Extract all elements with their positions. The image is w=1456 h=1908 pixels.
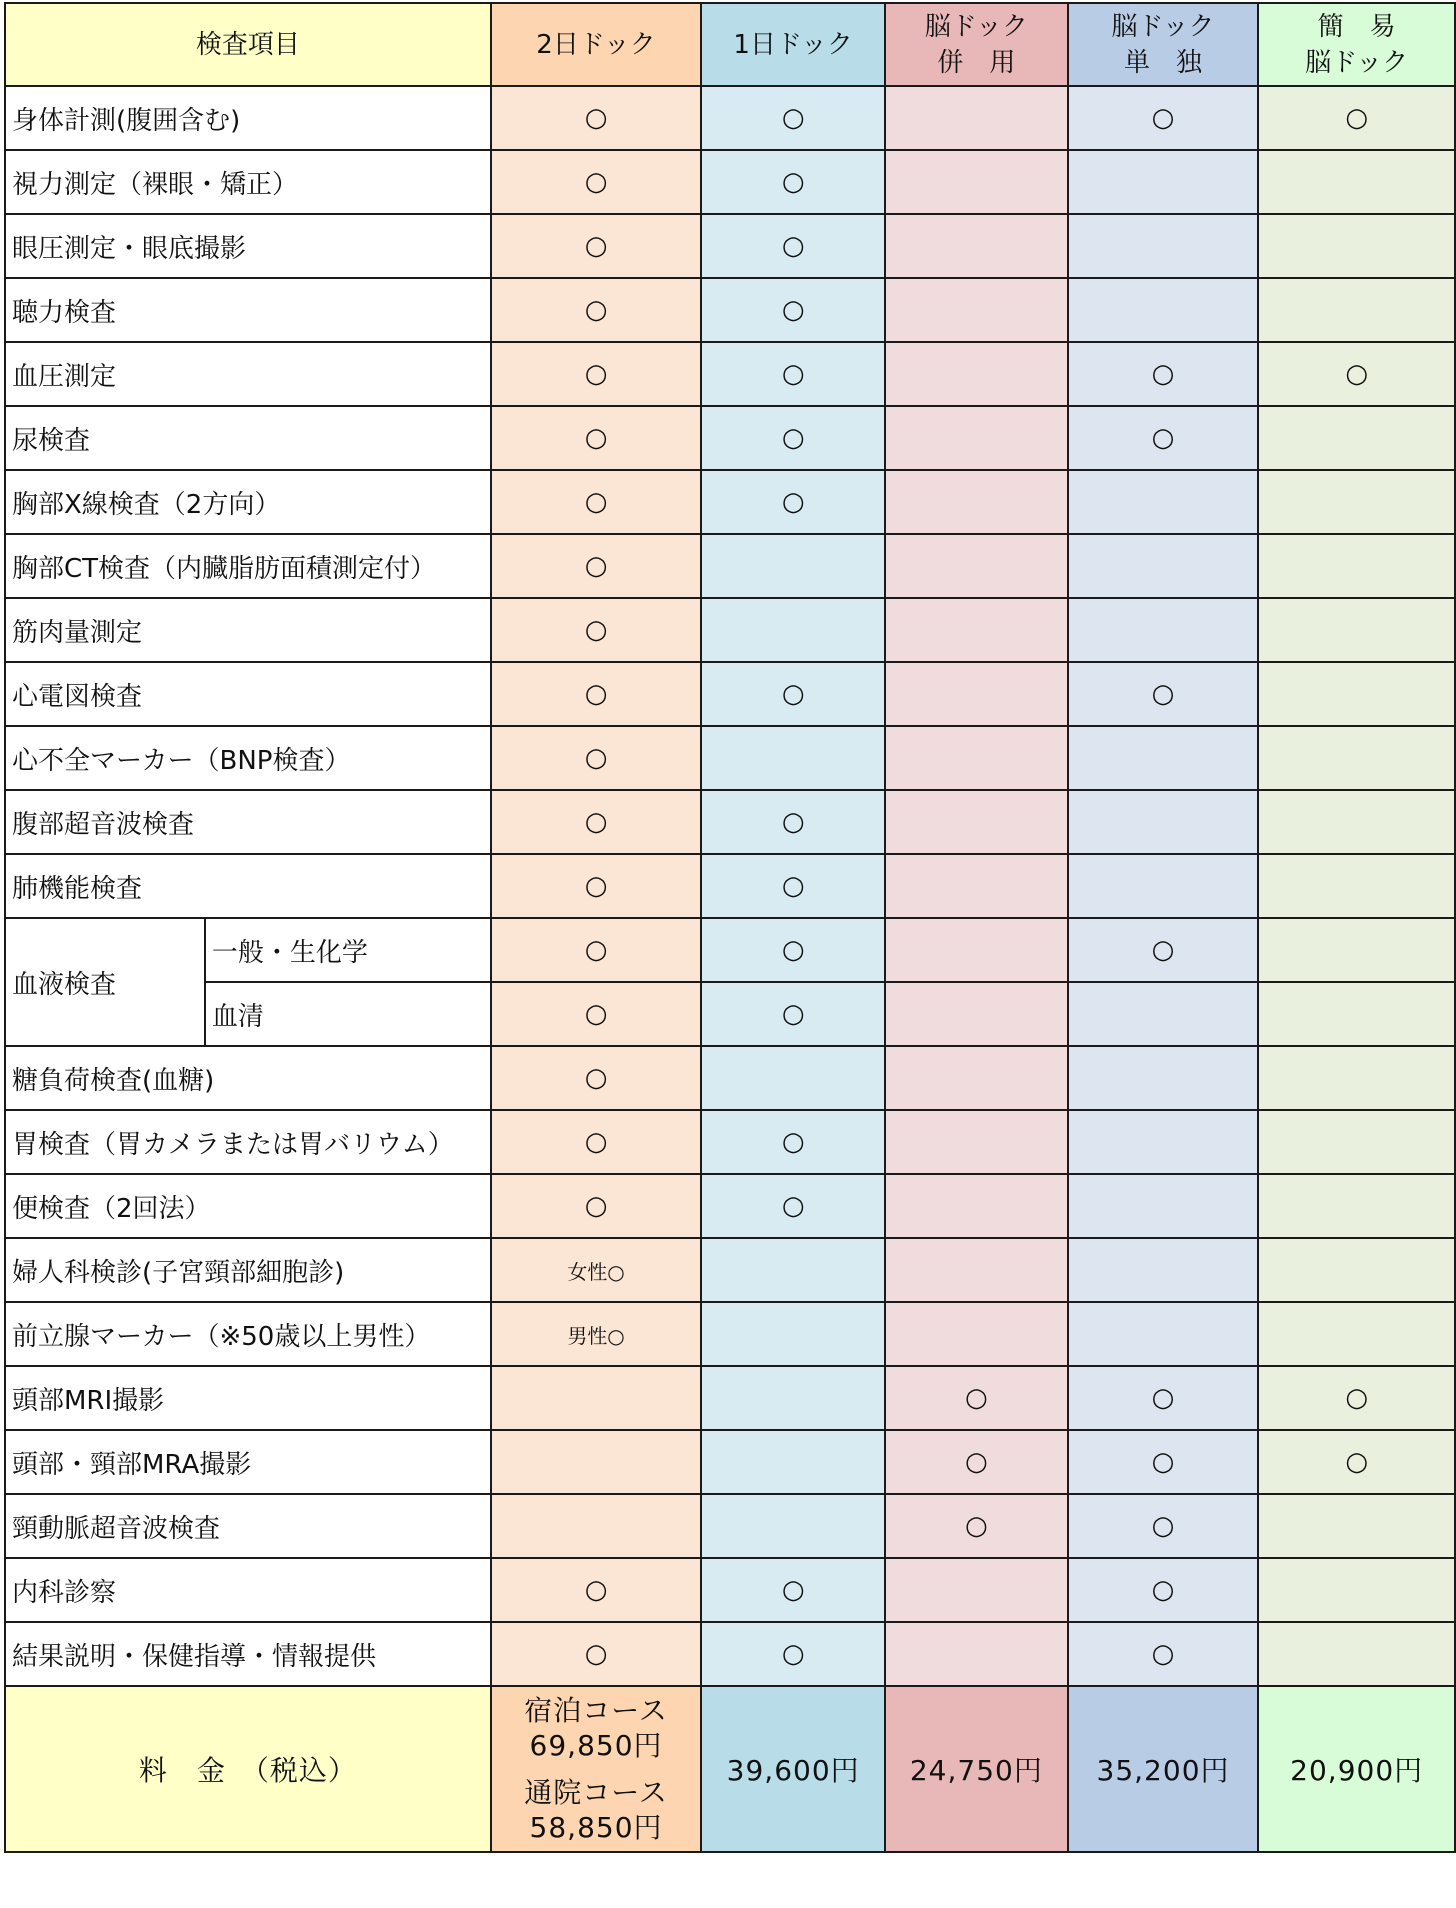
table-row	[5, 1430, 1455, 1494]
mark-two-day: ○	[491, 598, 702, 662]
mark-brain-combined	[885, 534, 1068, 598]
exam-course-table	[4, 2, 1456, 1853]
table-row	[5, 598, 1455, 662]
mark-one-day: ○	[701, 1110, 885, 1174]
mark-two-day: ○	[491, 1622, 702, 1686]
exam-item-label: 前立腺マーカー（※50歳以上男性）	[5, 1302, 491, 1366]
table-row	[5, 918, 1455, 982]
mark-two-day: ○	[491, 662, 702, 726]
mark-two-day: ○	[491, 1110, 702, 1174]
fee-two-day	[491, 1686, 702, 1852]
mark-brain-combined: ○	[885, 1430, 1068, 1494]
mark-one-day: ○	[701, 406, 885, 470]
mark-brain-single	[1068, 150, 1259, 214]
header-brain-combined	[885, 3, 1068, 86]
header-brain-single-line2: 単 独	[1124, 47, 1203, 78]
header-brain-single	[1068, 3, 1259, 86]
mark-simple-brain	[1258, 918, 1455, 982]
mark-brain-single	[1068, 982, 1259, 1046]
table-row	[5, 1174, 1455, 1238]
table-row	[5, 278, 1455, 342]
table-row	[5, 1622, 1455, 1686]
exam-item-label: 腹部超音波検査	[5, 790, 491, 854]
mark-brain-single: ○	[1068, 406, 1259, 470]
mark-brain-combined	[885, 726, 1068, 790]
mark-two-day: 女性○	[491, 1238, 702, 1302]
mark-brain-combined	[885, 1302, 1068, 1366]
exam-item-label: 頸動脈超音波検査	[5, 1494, 491, 1558]
mark-simple-brain	[1258, 1174, 1455, 1238]
mark-brain-combined	[885, 982, 1068, 1046]
fee-label-text: 料 金 （税込）	[138, 1754, 357, 1787]
mark-one-day	[701, 1302, 885, 1366]
mark-simple-brain	[1258, 1046, 1455, 1110]
mark-brain-single: ○	[1068, 1430, 1259, 1494]
blood-test-sub-label: 血清	[205, 982, 491, 1046]
fee-stay-course-label: 宿泊コース	[524, 1694, 668, 1727]
mark-brain-combined: ○	[885, 1494, 1068, 1558]
table-row	[5, 1302, 1455, 1366]
mark-simple-brain	[1258, 1558, 1455, 1622]
mark-two-day	[491, 1430, 702, 1494]
mark-simple-brain: ○	[1258, 342, 1455, 406]
mark-brain-single	[1068, 1302, 1259, 1366]
mark-brain-single: ○	[1068, 1558, 1259, 1622]
mark-simple-brain	[1258, 854, 1455, 918]
table-row	[5, 150, 1455, 214]
fee-simple-brain-price: 20,900円	[1290, 1754, 1424, 1787]
mark-two-day: ○	[491, 406, 702, 470]
mark-brain-single	[1068, 790, 1259, 854]
mark-brain-single	[1068, 214, 1259, 278]
mark-brain-combined: ○	[885, 1366, 1068, 1430]
mark-one-day: ○	[701, 854, 885, 918]
fee-one-day	[701, 1686, 885, 1852]
mark-simple-brain	[1258, 598, 1455, 662]
fee-outpatient-course-price: 58,850円	[529, 1811, 663, 1844]
mark-brain-combined	[885, 470, 1068, 534]
mark-brain-single: ○	[1068, 662, 1259, 726]
mark-two-day: ○	[491, 790, 702, 854]
mark-simple-brain	[1258, 790, 1455, 854]
mark-brain-single: ○	[1068, 86, 1259, 150]
mark-one-day	[701, 1366, 885, 1430]
mark-two-day: 男性○	[491, 1302, 702, 1366]
mark-one-day	[701, 598, 885, 662]
mark-brain-single: ○	[1068, 342, 1259, 406]
mark-simple-brain	[1258, 1494, 1455, 1558]
mark-one-day: ○	[701, 342, 885, 406]
mark-one-day: ○	[701, 982, 885, 1046]
mark-two-day: ○	[491, 214, 702, 278]
mark-two-day: ○	[491, 1174, 702, 1238]
table-row	[5, 86, 1455, 150]
mark-two-day: ○	[491, 726, 702, 790]
mark-one-day: ○	[701, 150, 885, 214]
exam-item-label: 眼圧測定・眼底撮影	[5, 214, 491, 278]
mark-simple-brain: ○	[1258, 1430, 1455, 1494]
mark-simple-brain: ○	[1258, 1366, 1455, 1430]
mark-brain-single	[1068, 854, 1259, 918]
mark-one-day	[701, 1430, 885, 1494]
mark-brain-combined	[885, 406, 1068, 470]
mark-brain-single: ○	[1068, 1366, 1259, 1430]
exam-item-label: 尿検査	[5, 406, 491, 470]
mark-one-day	[701, 534, 885, 598]
mark-brain-combined	[885, 86, 1068, 150]
mark-simple-brain	[1258, 150, 1455, 214]
table-row	[5, 790, 1455, 854]
mark-one-day: ○	[701, 1174, 885, 1238]
mark-one-day: ○	[701, 1622, 885, 1686]
header-simple-brain	[1258, 3, 1455, 86]
exam-item-label: 胸部CT検査（内臓脂肪面積測定付）	[5, 534, 491, 598]
fee-brain-combined	[885, 1686, 1068, 1852]
mark-brain-single	[1068, 598, 1259, 662]
mark-simple-brain	[1258, 1110, 1455, 1174]
exam-item-label: 内科診察	[5, 1558, 491, 1622]
table-row	[5, 854, 1455, 918]
mark-brain-single	[1068, 726, 1259, 790]
mark-brain-combined	[885, 854, 1068, 918]
mark-one-day: ○	[701, 790, 885, 854]
fee-label	[5, 1686, 491, 1852]
table-row	[5, 982, 1455, 1046]
mark-one-day: ○	[701, 214, 885, 278]
exam-item-label: 便検査（2回法）	[5, 1174, 491, 1238]
exam-item-label: 胃検査（胃カメラまたは胃バリウム）	[5, 1110, 491, 1174]
exam-item-label: 身体計測(腹囲含む)	[5, 86, 491, 150]
mark-one-day	[701, 726, 885, 790]
mark-brain-combined	[885, 1046, 1068, 1110]
exam-item-label: 血圧測定	[5, 342, 491, 406]
mark-two-day: ○	[491, 534, 702, 598]
mark-two-day: ○	[491, 278, 702, 342]
mark-one-day: ○	[701, 918, 885, 982]
table-row	[5, 1558, 1455, 1622]
mark-simple-brain	[1258, 726, 1455, 790]
exam-item-label: 糖負荷検査(血糖)	[5, 1046, 491, 1110]
mark-brain-single: ○	[1068, 918, 1259, 982]
header-one-day	[701, 3, 885, 86]
mark-brain-single	[1068, 470, 1259, 534]
header-row	[5, 3, 1455, 86]
blood-test-group-label: 血液検査	[5, 918, 205, 1046]
mark-brain-single	[1068, 1110, 1259, 1174]
header-two-day-label: 2日ドック	[536, 29, 656, 60]
header-brain-combined-line2: 併 用	[937, 47, 1016, 78]
header-simple-brain-line2: 脳ドック	[1305, 47, 1409, 78]
table-row	[5, 726, 1455, 790]
mark-one-day	[701, 1046, 885, 1110]
exam-item-label: 筋肉量測定	[5, 598, 491, 662]
header-brain-combined-line1: 脳ドック	[924, 11, 1028, 42]
mark-two-day: ○	[491, 150, 702, 214]
mark-two-day: ○	[491, 86, 702, 150]
mark-brain-combined	[885, 278, 1068, 342]
mark-simple-brain	[1258, 982, 1455, 1046]
mark-simple-brain	[1258, 1238, 1455, 1302]
fee-simple-brain	[1258, 1686, 1455, 1852]
mark-one-day: ○	[701, 662, 885, 726]
mark-two-day	[491, 1494, 702, 1558]
mark-one-day: ○	[701, 470, 885, 534]
mark-brain-combined	[885, 1558, 1068, 1622]
mark-brain-single	[1068, 534, 1259, 598]
exam-item-label: 婦人科検診(子宮頸部細胞診)	[5, 1238, 491, 1302]
exam-item-label: 結果説明・保健指導・情報提供	[5, 1622, 491, 1686]
mark-brain-single	[1068, 1046, 1259, 1110]
fee-outpatient-course-label: 通院コース	[524, 1776, 668, 1809]
exam-item-label: 心電図検査	[5, 662, 491, 726]
mark-brain-combined	[885, 1174, 1068, 1238]
table-row	[5, 1366, 1455, 1430]
fee-row	[5, 1686, 1455, 1852]
mark-brain-combined	[885, 790, 1068, 854]
mark-brain-single	[1068, 1174, 1259, 1238]
header-one-day-label: 1日ドック	[733, 29, 853, 60]
mark-brain-combined	[885, 150, 1068, 214]
table-row	[5, 470, 1455, 534]
exam-item-label: 頭部MRI撮影	[5, 1366, 491, 1430]
table-row	[5, 1494, 1455, 1558]
mark-simple-brain	[1258, 470, 1455, 534]
mark-one-day: ○	[701, 1558, 885, 1622]
mark-two-day: ○	[491, 342, 702, 406]
blood-test-sub-label: 一般・生化学	[205, 918, 491, 982]
mark-simple-brain	[1258, 406, 1455, 470]
mark-brain-combined	[885, 342, 1068, 406]
mark-brain-combined	[885, 1110, 1068, 1174]
mark-simple-brain	[1258, 1302, 1455, 1366]
mark-simple-brain	[1258, 662, 1455, 726]
mark-two-day: ○	[491, 1558, 702, 1622]
mark-simple-brain	[1258, 278, 1455, 342]
table-row	[5, 1238, 1455, 1302]
mark-two-day: ○	[491, 854, 702, 918]
table-row	[5, 406, 1455, 470]
header-item-label: 検査項目	[195, 29, 300, 60]
mark-simple-brain	[1258, 1622, 1455, 1686]
fee-brain-single-price: 35,200円	[1096, 1754, 1230, 1787]
table-row	[5, 214, 1455, 278]
table-row	[5, 1110, 1455, 1174]
mark-one-day	[701, 1238, 885, 1302]
mark-one-day: ○	[701, 278, 885, 342]
mark-one-day	[701, 1494, 885, 1558]
mark-simple-brain	[1258, 214, 1455, 278]
header-two-day	[491, 3, 702, 86]
mark-two-day	[491, 1366, 702, 1430]
mark-brain-combined	[885, 598, 1068, 662]
mark-brain-single: ○	[1068, 1494, 1259, 1558]
fee-brain-combined-price: 24,750円	[909, 1754, 1043, 1787]
mark-brain-single	[1068, 278, 1259, 342]
header-simple-brain-line1: 簡 易	[1317, 11, 1396, 42]
mark-one-day: ○	[701, 86, 885, 150]
exam-item-label: 心不全マーカー（BNP検査）	[5, 726, 491, 790]
mark-brain-combined	[885, 662, 1068, 726]
mark-simple-brain	[1258, 534, 1455, 598]
exam-item-label: 胸部X線検査（2方向）	[5, 470, 491, 534]
mark-brain-combined	[885, 918, 1068, 982]
table-row	[5, 662, 1455, 726]
table-row	[5, 534, 1455, 598]
header-brain-single-line1: 脳ドック	[1111, 11, 1215, 42]
mark-brain-single	[1068, 1238, 1259, 1302]
mark-two-day: ○	[491, 470, 702, 534]
table-row	[5, 342, 1455, 406]
fee-brain-single	[1068, 1686, 1259, 1852]
header-item	[5, 3, 491, 86]
mark-two-day: ○	[491, 1046, 702, 1110]
fee-one-day-price: 39,600円	[726, 1754, 860, 1787]
mark-brain-single: ○	[1068, 1622, 1259, 1686]
exam-item-label: 頭部・頸部MRA撮影	[5, 1430, 491, 1494]
exam-item-label: 視力測定（裸眼・矯正）	[5, 150, 491, 214]
mark-two-day: ○	[491, 918, 702, 982]
mark-two-day: ○	[491, 982, 702, 1046]
table-row	[5, 1046, 1455, 1110]
mark-brain-combined	[885, 1622, 1068, 1686]
fee-stay-course-price: 69,850円	[529, 1729, 663, 1762]
mark-brain-combined	[885, 1238, 1068, 1302]
exam-item-label: 肺機能検査	[5, 854, 491, 918]
mark-brain-combined	[885, 214, 1068, 278]
mark-simple-brain: ○	[1258, 86, 1455, 150]
exam-item-label: 聴力検査	[5, 278, 491, 342]
